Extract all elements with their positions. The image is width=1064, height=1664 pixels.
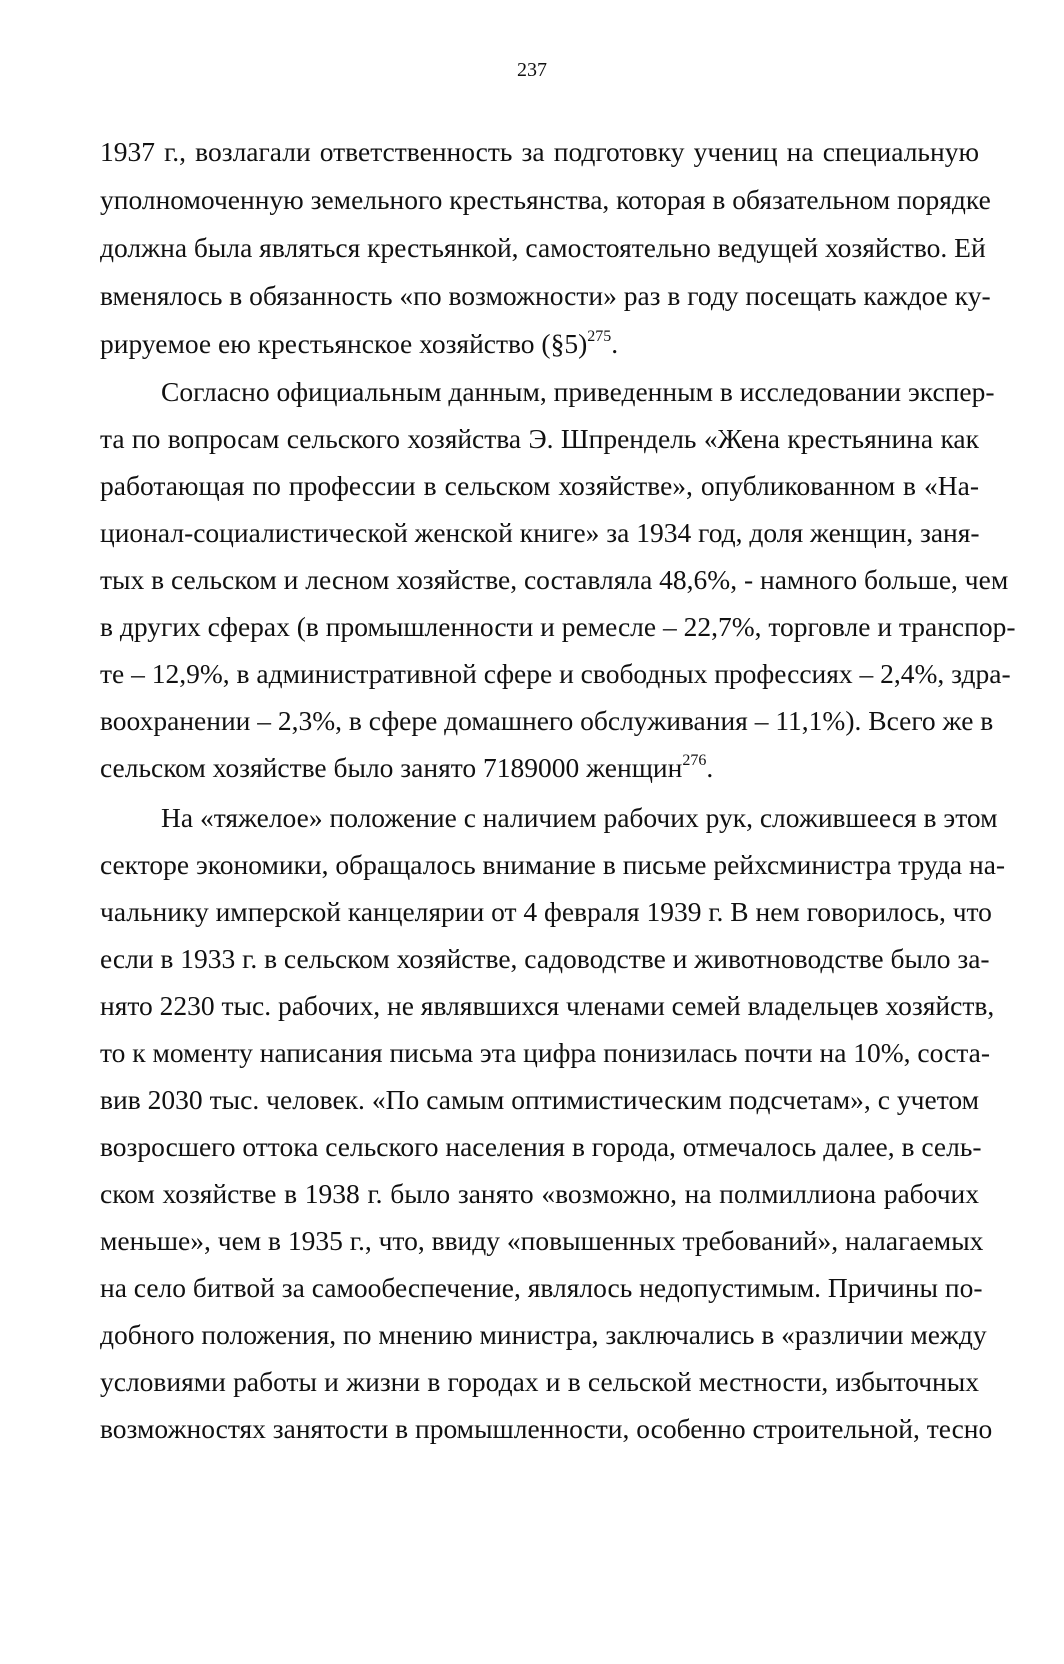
paragraph-2-line-3: работающая по профессии в сельском хозяйстве», опубликованном в «На- — [100, 470, 979, 501]
paragraph-3-line-13: условиями работы и жизни в городах и в сельской местности, избыточных — [100, 1366, 979, 1397]
paragraph-3-line-11: на село битвой за самообеспечение, являлось недопустимым. Причины по- — [100, 1272, 983, 1303]
paragraph-3-line-5: нято 2230 тыс. рабочих, не являвшихся членами семей владельцев хозяйств, — [100, 990, 995, 1021]
paragraph-2-line-9 — [100, 744, 979, 792]
paragraph-2-line-6: в других сферах (в промышленности и ремесле – 22,7%, торговле и транспор- — [100, 611, 1016, 642]
paragraph-3-line-4: если в 1933 г. в сельском хозяйстве, садоводстве и животноводстве было за- — [100, 943, 990, 974]
paragraph-3-line-1: На «тяжелое» положение с наличием рабочих рук, сложившееся в этом — [161, 802, 998, 833]
page-number: 237 — [517, 59, 547, 81]
paragraph-3-line-2: секторе экономики, обращалось внимание в письме рейхсминистра труда на- — [100, 849, 1006, 880]
footnote-ref-275[interactable]: 275 — [587, 328, 612, 345]
paragraph-2-line-7: те – 12,9%, в административной сфере и свободных профессиях – 2,4%, здра- — [100, 658, 1011, 689]
paragraph-3-line-7: вив 2030 тыс. человек. «По самым оптимистическим подсчетам», с учетом — [100, 1084, 979, 1115]
paragraph-3-line-9: ском хозяйстве в 1938 г. было занято «возможно, на полмиллиона рабочих — [100, 1178, 979, 1209]
paragraph-3-line-12: добного положения, по мнению министра, заключались в «различии между — [100, 1319, 987, 1350]
paragraph-3-line-8: возросшего оттока сельского населения в города, отмечалось далее, в сель- — [100, 1131, 982, 1162]
paragraph-2-line-4: ционал-социалистической женской книге» за 1934 год, доля женщин, заня- — [100, 517, 980, 548]
paragraph-1-line-5-tail: . — [611, 328, 619, 359]
paragraph-1-line-5-text: рируемое ею крестьянское хозяйство (§5) — [100, 328, 588, 359]
paragraph-1-line-4: вменялось в обязанность «по возможности» раз в году посещать каждое ку- — [100, 280, 991, 311]
footnote-ref-276[interactable]: 276 — [682, 752, 707, 769]
paragraph-3-line-6: то к моменту написания письма эта цифра понизилась почти на 10%, соста- — [100, 1037, 990, 1068]
paragraph-2-line-2: та по вопросам сельского хозяйства Э. Шпрендель «Жена крестьянина как — [100, 423, 979, 454]
paragraph-2-line-9-tail: . — [706, 752, 714, 783]
paragraph-1-line-3: должна была являться крестьянкой, самостоятельно ведущей хозяйство. Ей — [100, 232, 986, 263]
paragraph-3-line-14: возможностях занятости в промышленности, особенно строительной, тесно — [100, 1413, 993, 1444]
paragraph-3-line-3: чальнику имперской канцелярии от 4 февраля 1939 г. В нем говорилось, что — [100, 896, 992, 927]
paragraph-2-line-8: воохранении – 2,3%, в сфере домашнего обслуживания – 11,1%). Всего же в — [100, 705, 994, 736]
paragraph-1-line-5 — [100, 320, 979, 368]
paragraph-2-line-1: Согласно официальным данным, приведенным в исследовании экспер- — [161, 376, 995, 407]
paragraph-2-line-9-text: сельском хозяйстве было занято 7189000 женщин — [100, 752, 683, 783]
paragraph-1-line-1: 1937 г., возлагали ответственность за подготовку учениц на специальную — [100, 136, 979, 167]
paragraph-3-line-10: меньше», чем в 1935 г., что, ввиду «повышенных требований», налагаемых — [100, 1225, 984, 1256]
paragraph-2-line-5: тых в сельском и лесном хозяйстве, составляла 48,6%, - намного больше, чем — [100, 564, 1009, 595]
paragraph-1-line-2: уполномоченную земельного крестьянства, которая в обязательном порядке — [100, 184, 991, 215]
